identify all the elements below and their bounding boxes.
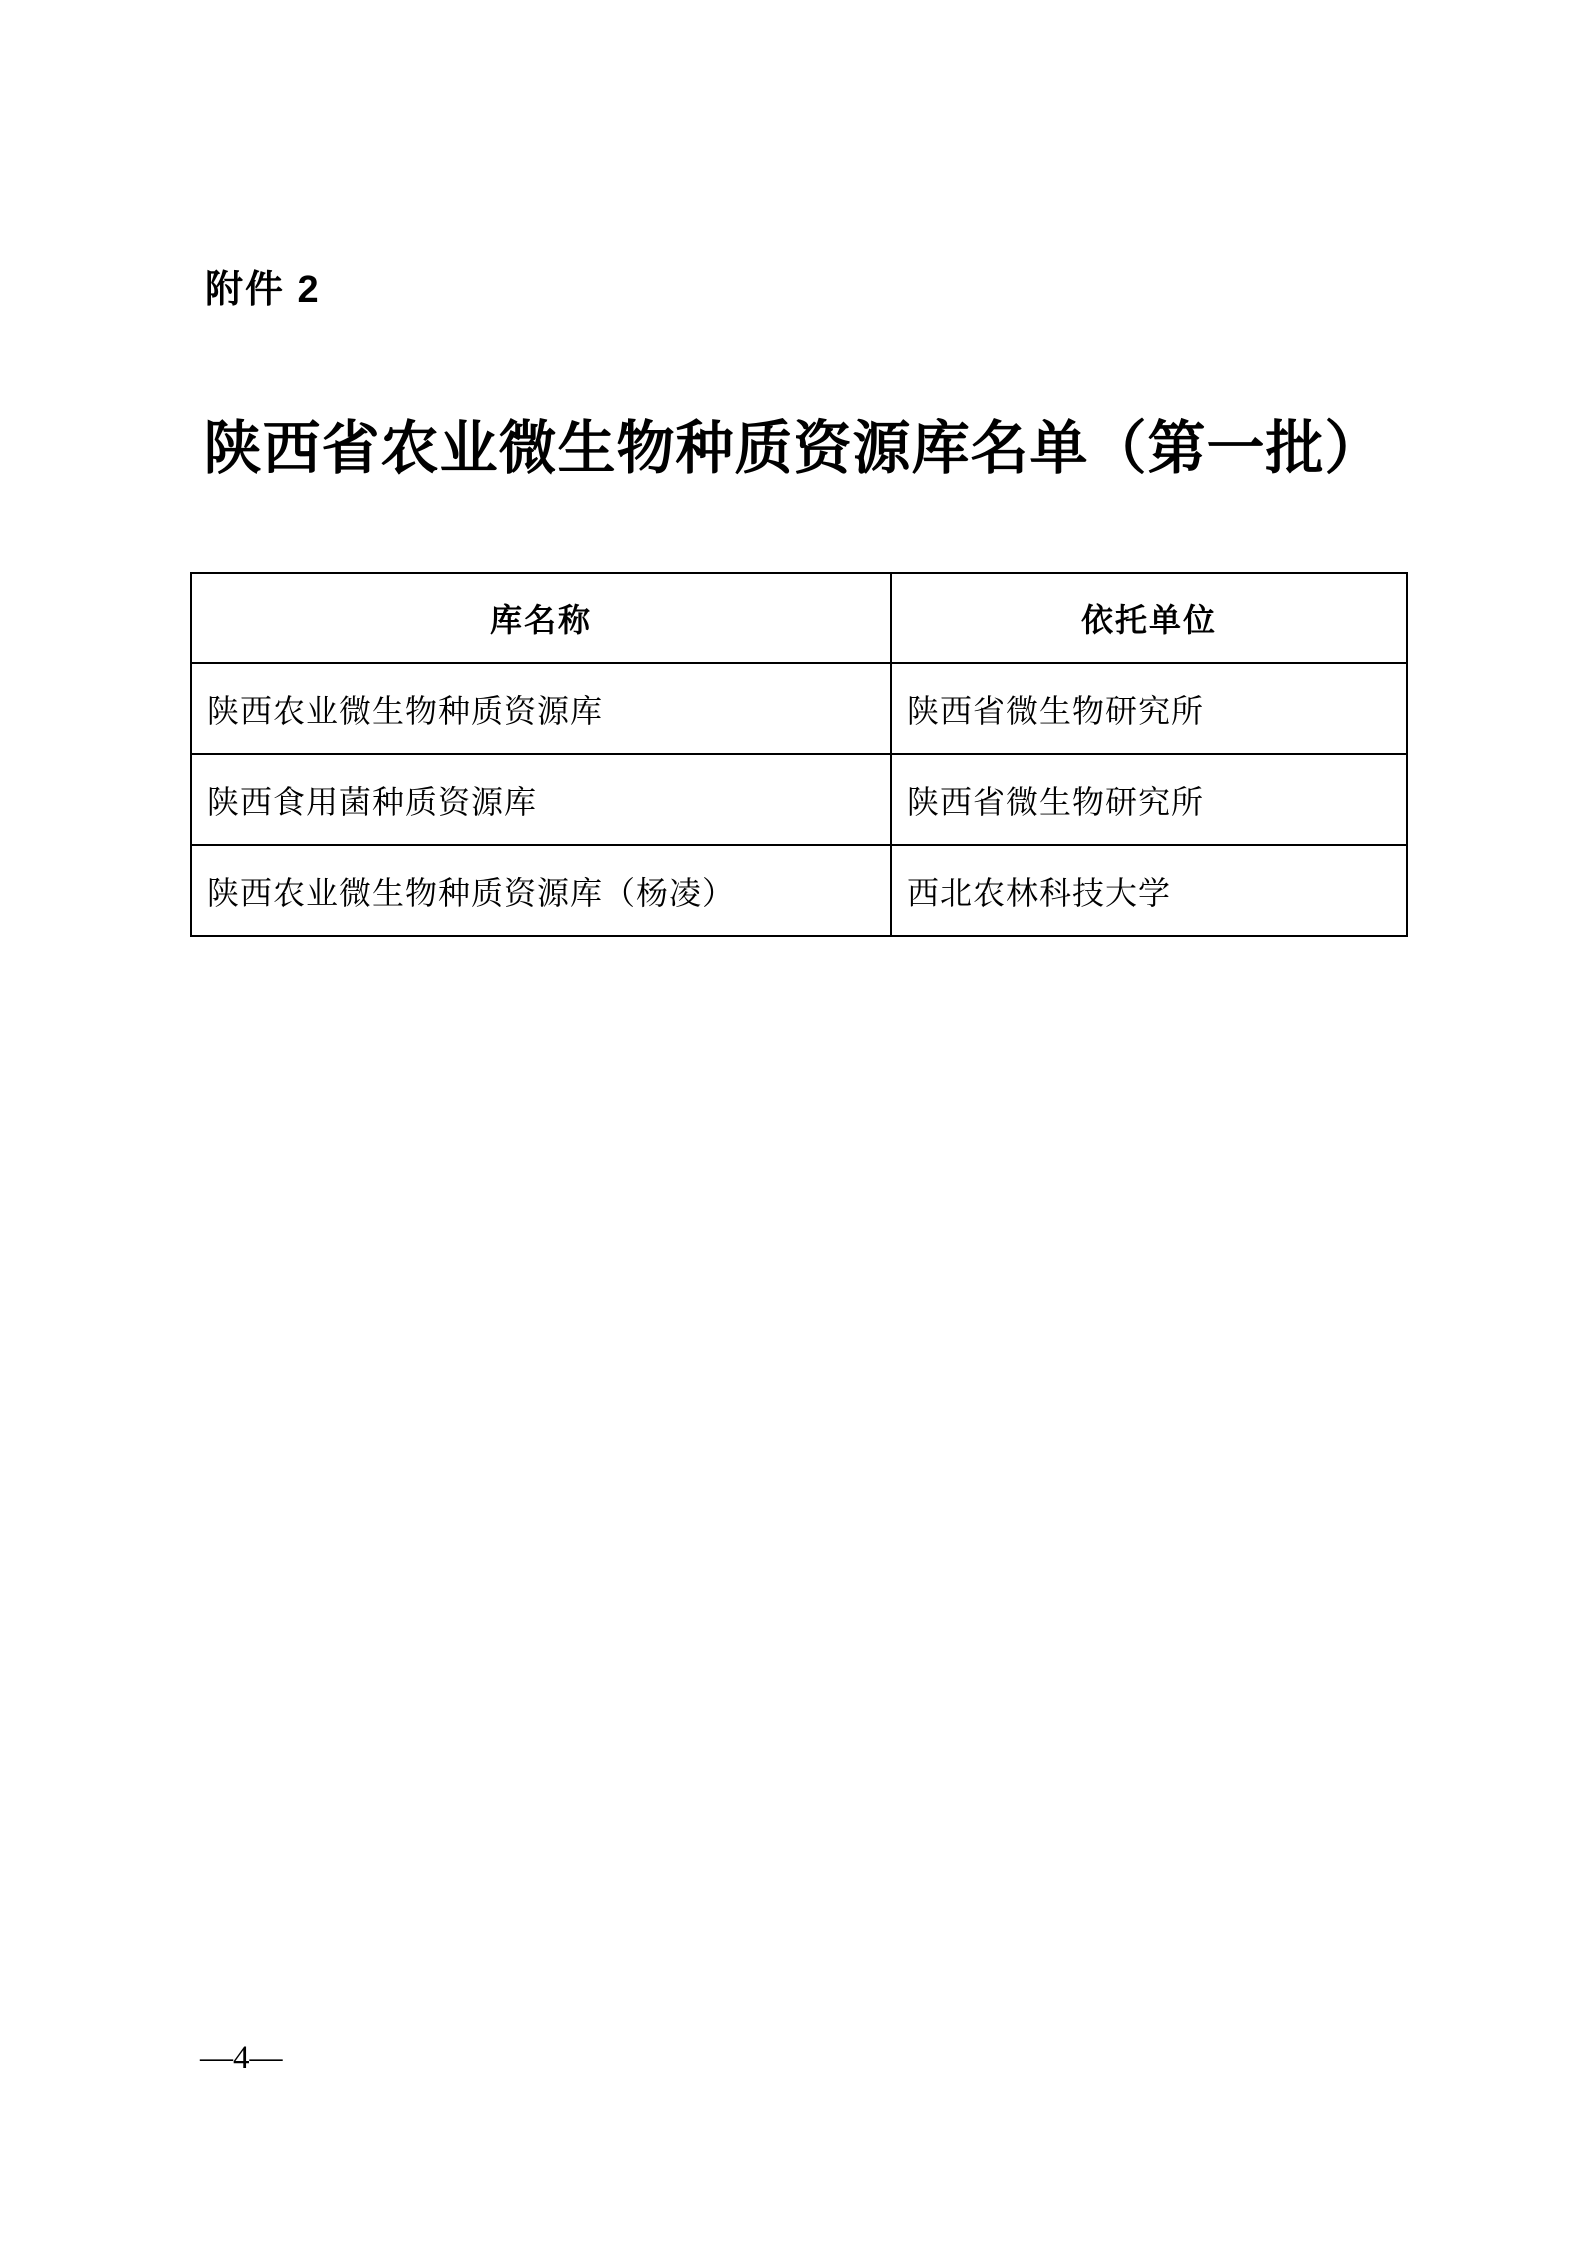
bank-name-cell: 陕西农业微生物种质资源库 (191, 663, 891, 754)
table-header-row (191, 573, 1407, 663)
bank-name-cell: 陕西农业微生物种质资源库（杨凌） (191, 845, 891, 936)
supporting-unit-cell: 陕西省微生物研究所 (891, 754, 1407, 845)
supporting-unit-cell: 陕西省微生物研究所 (891, 663, 1407, 754)
bank-name-cell: 陕西食用菌种质资源库 (191, 754, 891, 845)
resource-bank-table (190, 572, 1408, 937)
table-row (191, 845, 1407, 936)
column-header-bank-name: 库名称 (191, 573, 891, 663)
page-number: —4— (200, 2040, 283, 2076)
supporting-unit-cell: 西北农林科技大学 (891, 845, 1407, 936)
table-row (191, 663, 1407, 754)
column-header-supporting-unit: 依托单位 (891, 573, 1407, 663)
table-row (191, 754, 1407, 845)
attachment-label: 附件 2 (205, 269, 321, 311)
page-title: 陕西省农业微生物种质资源库名单（第一批） (203, 416, 1384, 481)
